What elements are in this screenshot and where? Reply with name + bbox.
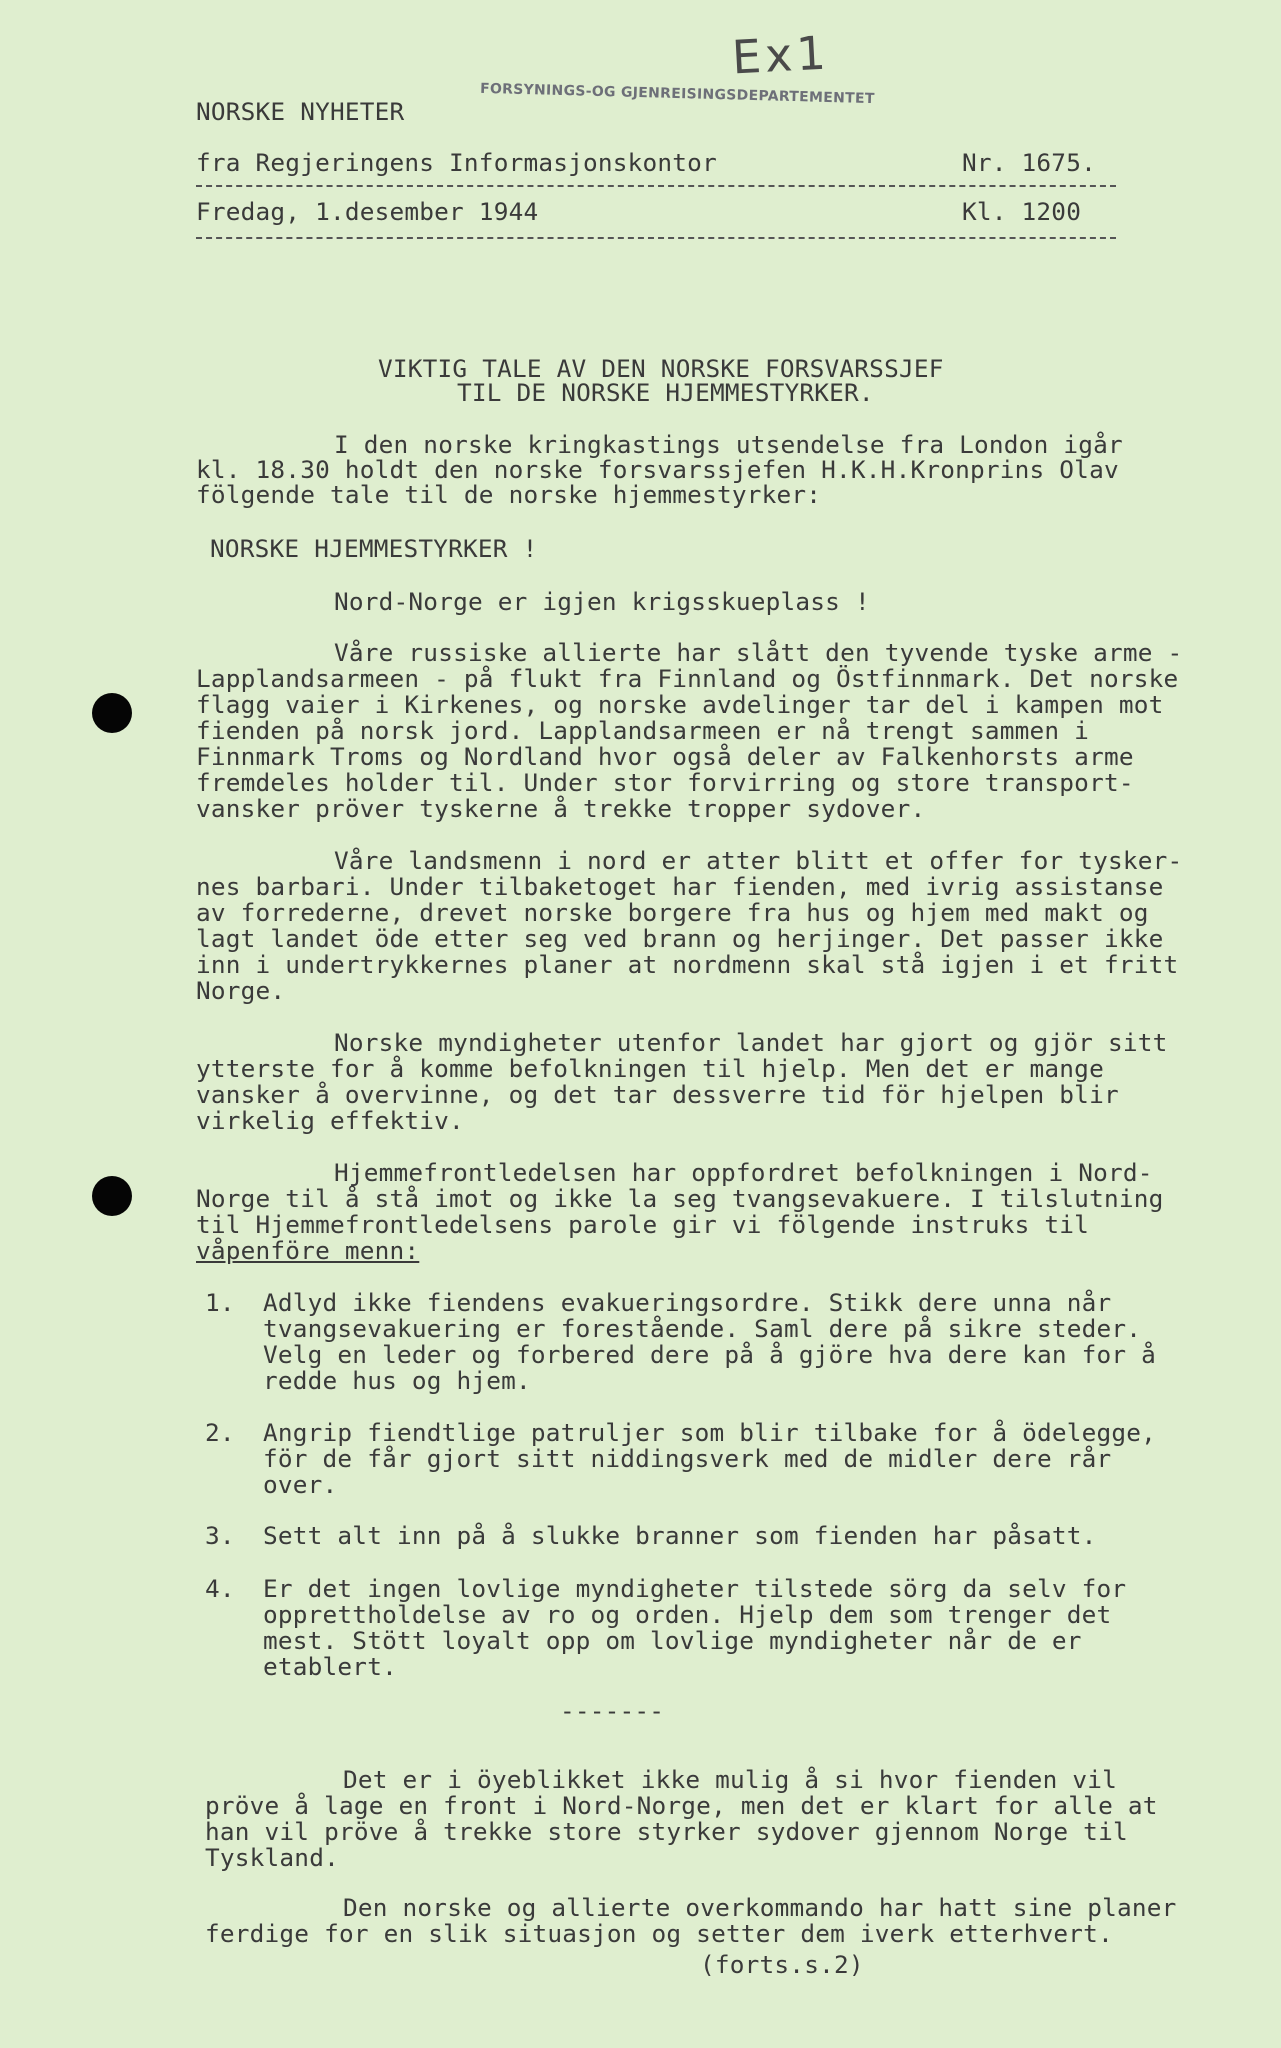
paragraph-line: ytterste for å komme befolkningen til hjelp. Men det er mange	[196, 1054, 1104, 1083]
intro-line: kl. 18.30 holdt den norske forsvarssjefen H.K.H.Kronprins Olav	[196, 455, 1119, 484]
title-line-1: VIKTIG TALE AV DEN NORSKE FORSVARSSJEF	[378, 354, 944, 383]
paragraph-line: Våre russiske allierte har slått den tyvende tyske arme -	[334, 638, 1183, 667]
instruction-number: 4.	[205, 1574, 235, 1603]
handwritten-exhibit-mark: Ex1	[730, 25, 831, 85]
paragraph-line: nes barbari. Under tilbaketoget har fienden, med ivrig assistanse	[196, 872, 1164, 901]
paragraph-line: Det er i öyeblikket ikke mulig å si hvor fienden vil	[343, 1765, 1117, 1794]
salutation: NORSKE HJEMMESTYRKER !	[210, 534, 538, 563]
instruction-line: Adlyd ikke fiendens evakueringsordre. Stikk dere unna når	[263, 1288, 1112, 1317]
paragraph-line: fremdeles holder til. Under stor forvirring og store transport-	[196, 768, 1134, 797]
office-name: fra Regjeringens Informasjonskontor	[196, 148, 717, 177]
instruction-line: mest. Stött loyalt opp om lovlige myndigheter når de er	[263, 1626, 1082, 1655]
header-rule-1	[196, 185, 1116, 187]
paragraph-line: Norge.	[196, 976, 286, 1005]
paragraph-line: inn i undertrykkernes planer at nordmenn skal stå igjen i et fritt	[196, 950, 1179, 979]
underlined-phrase: våpenföre menn:	[196, 1236, 420, 1265]
paragraph-line: vansker pröver tyskerne å trekke tropper sydover.	[196, 794, 926, 823]
paragraph-line: Den norske og allierte overkommando har hatt sine planer	[343, 1893, 1177, 1922]
instruction-line: redde hus og hjem.	[263, 1366, 531, 1395]
paragraph-line: til Hjemmefrontledelsens parole gir vi fölgende instruks til	[196, 1210, 1090, 1239]
header-rule-2	[196, 237, 1116, 239]
paragraph-line: flagg vaier i Kirkenes, og norske avdelinger tar del i kampen mot	[196, 690, 1164, 719]
continuation-note: (forts.s.2)	[700, 1950, 864, 1979]
paragraph-line: Tyskland.	[205, 1843, 339, 1872]
instruction-line: tvangsevakuering er forestående. Saml dere på sikre steder.	[263, 1314, 1142, 1343]
paragraph-line: Hjemmefrontledelsen har oppfordret befolkningen i Nord-	[334, 1158, 1153, 1187]
section-separator: -------	[560, 1696, 665, 1725]
instruction-line: Sett alt inn på å slukke branner som fienden har påsatt.	[263, 1521, 1097, 1550]
department-stamp: FORSYNINGS-OG GJENREISINGSDEPARTEMENTET	[479, 80, 875, 108]
instruction-number: 3.	[205, 1521, 235, 1550]
title-line-2: TIL DE NORSKE HJEMMESTYRKER.	[457, 378, 874, 407]
paragraph-line: ferdige for en slik situasjon og setter dem iverk etterhvert.	[205, 1919, 1113, 1948]
paragraph-line: Norske myndigheter utenfor landet har gjort og gjör sitt	[334, 1028, 1168, 1057]
instruction-line: Velg en leder og forbered dere på å gjöre hva dere kan for å	[263, 1340, 1157, 1369]
paragraph-line: Lapplandsarmeen - på flukt fra Finnland og Östfinnmark. Det norske	[196, 664, 1179, 693]
paragraph-line: han vil pröve å trekke store styrker sydover gjennom Norge til	[205, 1817, 1128, 1846]
paragraph-line: pröve å lage en front i Nord-Norge, men det er klart for alle at	[205, 1791, 1158, 1820]
instruction-line: opprettholdelse av ro og orden. Hjelp dem som trenger det	[263, 1600, 1112, 1629]
paragraph-line: Våre landsmenn i nord er atter blitt et offer for tysker-	[334, 846, 1183, 875]
punch-hole	[92, 693, 132, 733]
paragraph-line: Norge til å stå imot og ikke la seg tvangsevakuere. I tilslutning	[196, 1184, 1164, 1213]
paragraph-line: Finnmark Troms og Nordland hvor også deler av Falkenhorsts arme	[196, 742, 1134, 771]
instruction-line: Angrip fiendtlige patruljer som blir tilbake for å ödelegge,	[263, 1418, 1157, 1447]
paragraph-line: fienden på norsk jord. Lapplandsarmeen er nå trengt sammen i	[196, 716, 1090, 745]
agency-name: NORSKE NYHETER	[196, 97, 405, 126]
bulletin-number: Nr. 1675.	[962, 148, 1096, 177]
intro-line: I den norske kringkastings utsendelse fra London igår	[334, 430, 1123, 459]
bulletin-date: Fredag, 1.desember 1944	[196, 197, 539, 226]
intro-line: fölgende tale til de norske hjemmestyrker:	[196, 480, 822, 509]
instruction-line: för de får gjort sitt niddingsverk med de midler dere rår	[263, 1444, 1112, 1473]
paragraph-line: vansker å overvinne, og det tar dessverre tid för hjelpen blir	[196, 1080, 1119, 1109]
opening-line: Nord-Norge er igjen krigsskueplass !	[334, 587, 870, 616]
bulletin-time: Kl. 1200	[962, 197, 1082, 226]
punch-hole	[92, 1176, 132, 1216]
paragraph-line: av forrederne, drevet norske borgere fra hus og hjem med makt og	[196, 898, 1149, 927]
paragraph-line: lagt landet öde etter seg ved brann og herjinger. Det passer ikke	[196, 924, 1164, 953]
instruction-number: 1.	[205, 1288, 235, 1317]
instruction-number: 2.	[205, 1418, 235, 1447]
instruction-line: Er det ingen lovlige myndigheter tilstede sörg da selv for	[263, 1574, 1127, 1603]
instruction-line: etablert.	[263, 1652, 397, 1681]
instruction-line: over.	[263, 1470, 338, 1499]
paragraph-line: virkelig effektiv.	[196, 1106, 464, 1135]
